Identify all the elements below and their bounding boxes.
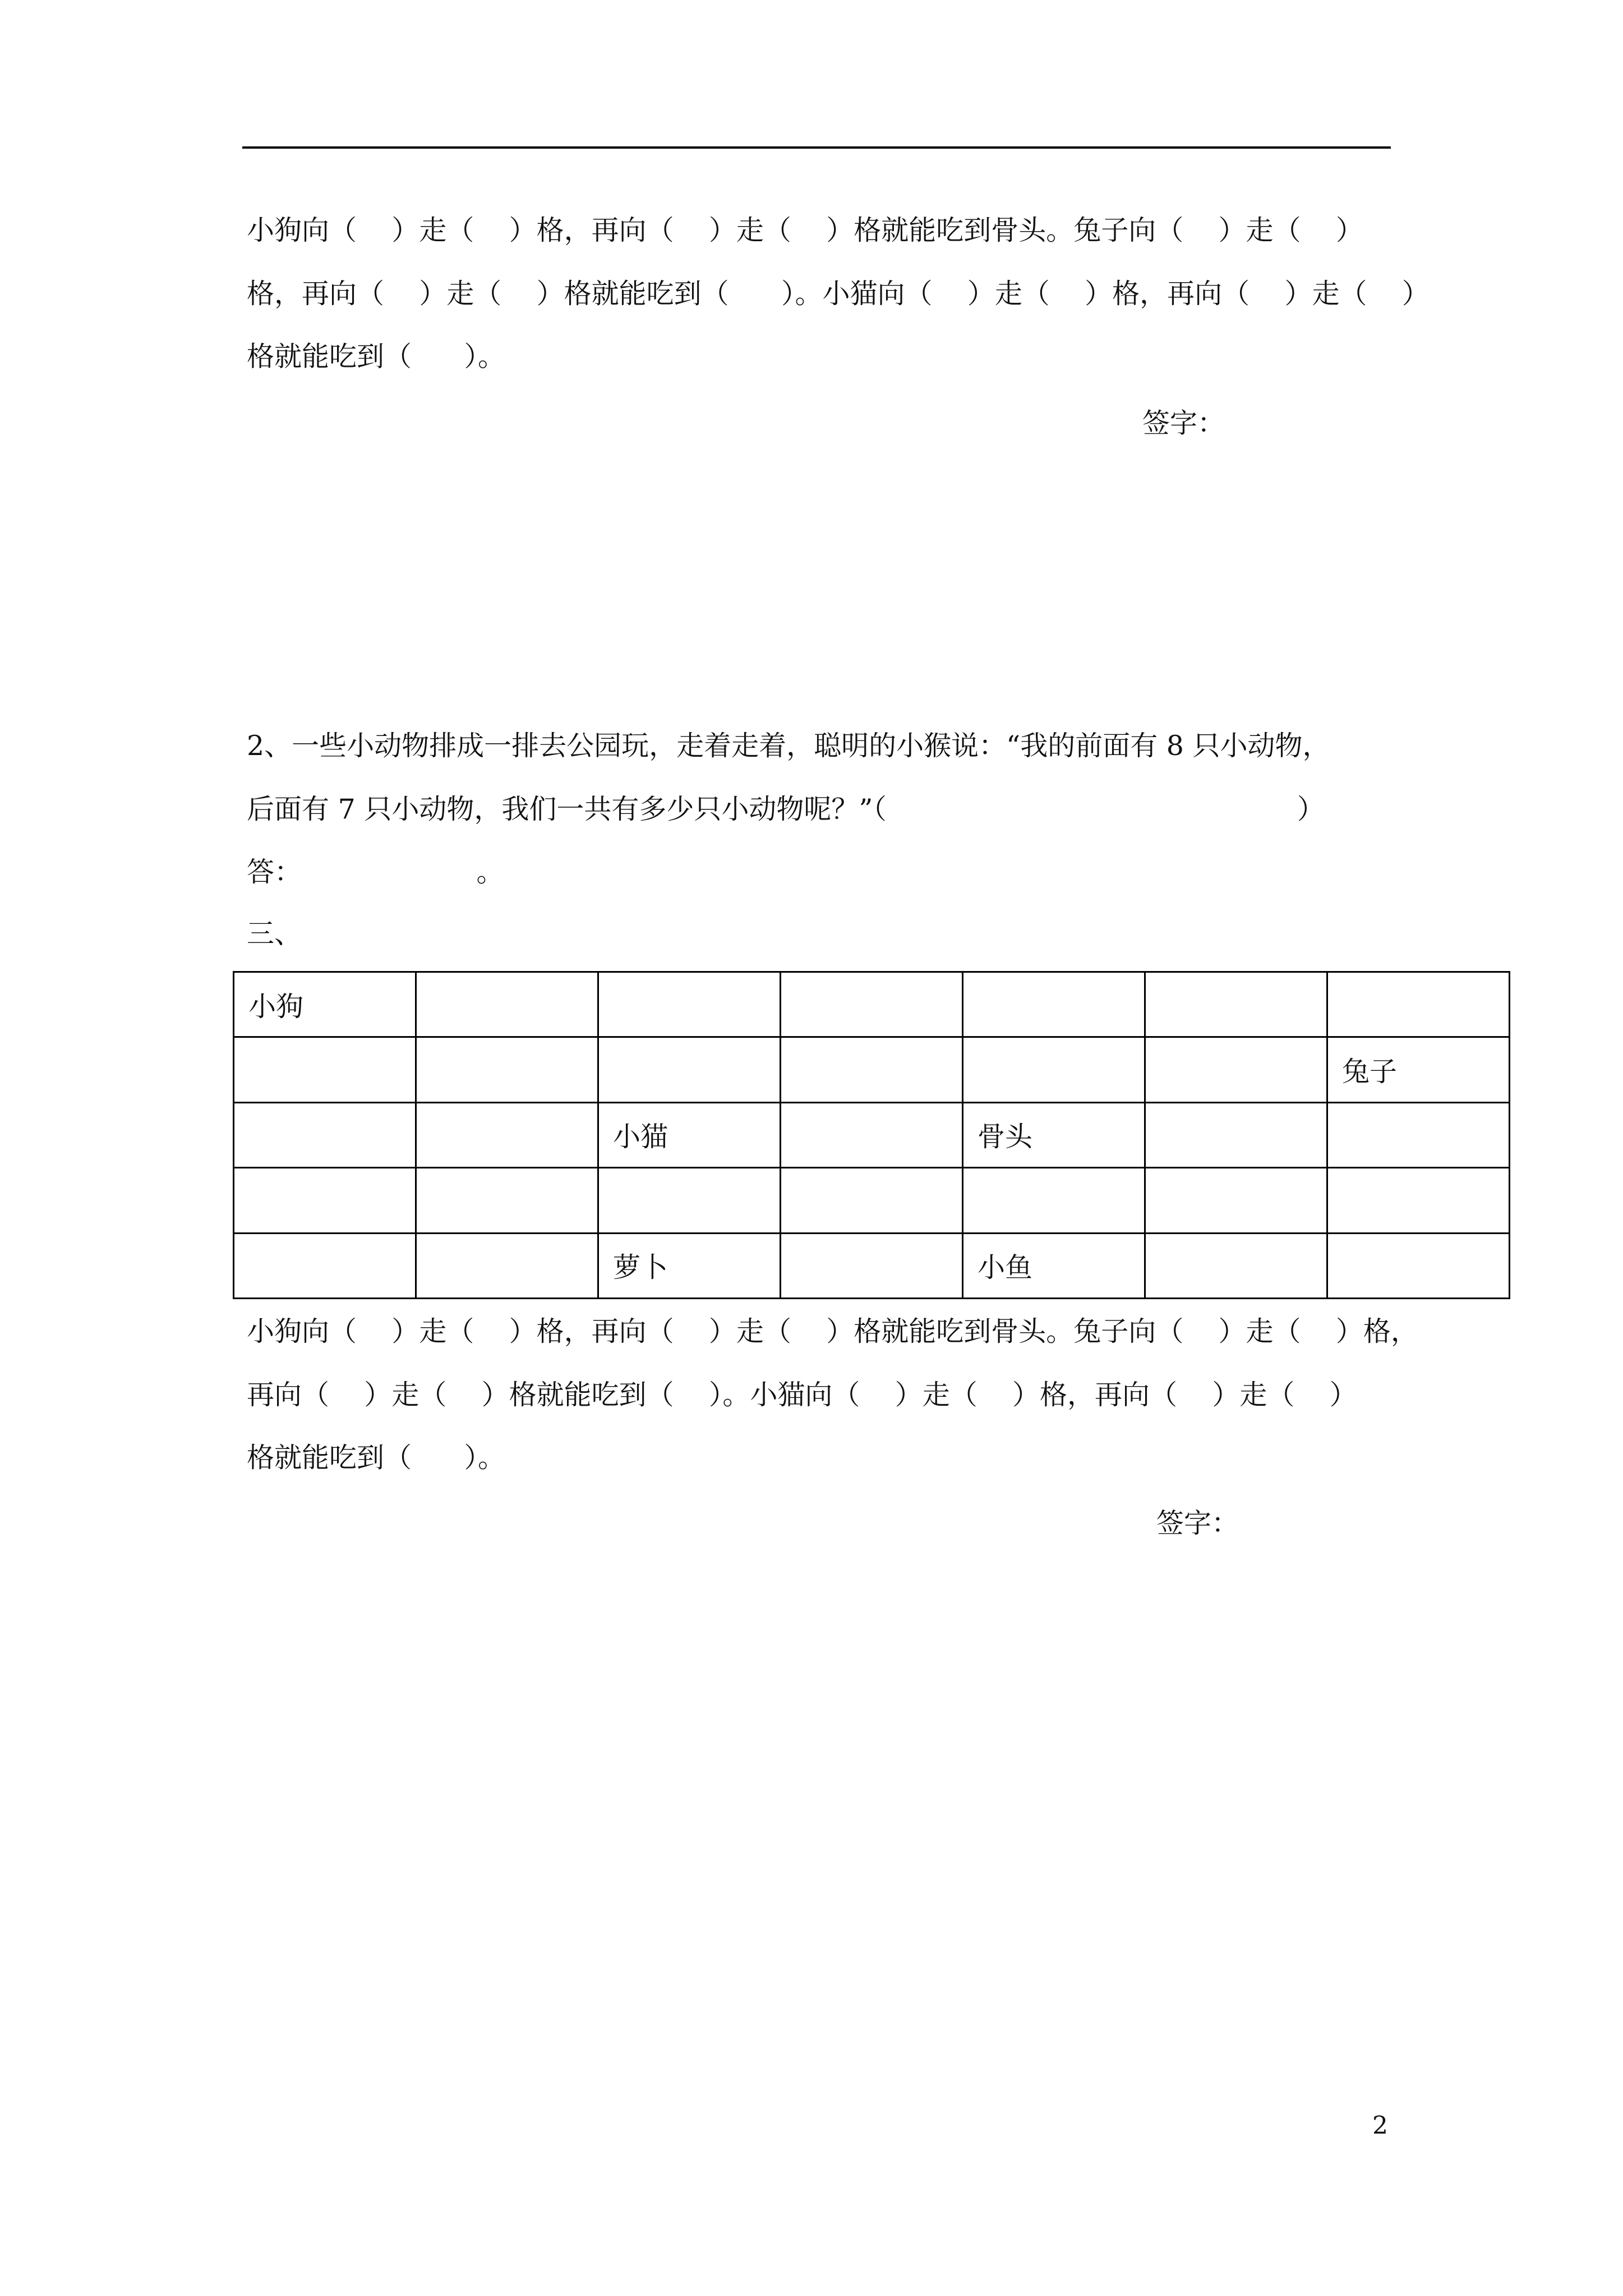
section3-line-3: 格就能吃到（ ）。 bbox=[247, 1442, 505, 1474]
animal-grid bbox=[233, 971, 1510, 1299]
grid-cell bbox=[1327, 1168, 1510, 1233]
grid-row bbox=[234, 1037, 1510, 1102]
section3-signature-label: 签字： bbox=[1156, 1507, 1239, 1539]
grid-cell bbox=[234, 1102, 416, 1167]
grid-cell bbox=[963, 1168, 1145, 1233]
grid-cell bbox=[963, 972, 1145, 1037]
grid-cell bbox=[781, 1168, 963, 1233]
grid-cell bbox=[416, 1168, 598, 1233]
problem2-answer-line: 答： 。 bbox=[247, 856, 504, 888]
grid-cell bbox=[598, 972, 781, 1037]
grid-cell bbox=[234, 1168, 416, 1233]
grid-cell bbox=[1327, 972, 1510, 1037]
section1-line-2: 格，再向（ ）走（ ）格就能吃到（ ）。小猫向（ ）走（ ）格，再向（ ）走（ ） bbox=[247, 278, 1430, 310]
grid-cell bbox=[1327, 1233, 1510, 1298]
grid-cell bbox=[781, 972, 963, 1037]
grid-cell bbox=[416, 1233, 598, 1298]
grid-cell bbox=[1145, 1037, 1327, 1102]
section1-signature-label: 签字： bbox=[1142, 407, 1225, 439]
grid-cell bbox=[781, 1102, 963, 1167]
grid-cell: 小狗 bbox=[234, 972, 416, 1037]
grid-cell bbox=[1145, 972, 1327, 1037]
grid-cell bbox=[781, 1037, 963, 1102]
section3-heading: 三、 bbox=[247, 918, 302, 950]
grid-row bbox=[234, 972, 1510, 1037]
grid-cell bbox=[598, 1168, 781, 1233]
grid-cell: 萝卜 bbox=[598, 1233, 781, 1298]
header-rule bbox=[242, 146, 1391, 149]
section1-line-3: 格就能吃到（ ）。 bbox=[247, 341, 505, 372]
grid-cell: 小猫 bbox=[598, 1102, 781, 1167]
section3-line-1: 小狗向（ ）走（ ）格，再向（ ）走（ ）格就能吃到骨头。兔子向（ ）走（ ）格， bbox=[247, 1315, 1418, 1347]
grid-cell bbox=[781, 1233, 963, 1298]
grid-cell bbox=[416, 1102, 598, 1167]
page-number: 2 bbox=[1372, 2111, 1388, 2140]
problem2-line-1: 2、一些小动物排成一排去公园玩，走着走着，聪明的小猴说：“我的前面有 8 只小动物， bbox=[247, 730, 1330, 762]
grid-cell bbox=[1145, 1233, 1327, 1298]
grid-cell bbox=[1145, 1102, 1327, 1167]
grid-cell bbox=[1145, 1168, 1327, 1233]
section1-line-1: 小狗向（ ）走（ ）格，再向（ ）走（ ）格就能吃到骨头。兔子向（ ）走（ ） bbox=[247, 214, 1363, 246]
grid-cell: 兔子 bbox=[1327, 1037, 1510, 1102]
grid-cell bbox=[416, 1037, 598, 1102]
section3-line-2: 再向（ ）走（ ）格就能吃到（ ）。小猫向（ ）走（ ）格，再向（ ）走（ ） bbox=[247, 1379, 1357, 1411]
grid-cell bbox=[416, 972, 598, 1037]
grid-row bbox=[234, 1168, 1510, 1233]
grid-row bbox=[234, 1233, 1510, 1298]
grid-cell: 小鱼 bbox=[963, 1233, 1145, 1298]
grid-cell bbox=[1327, 1102, 1510, 1167]
grid-cell bbox=[234, 1037, 416, 1102]
grid-cell bbox=[234, 1233, 416, 1298]
problem2-line-2: 后面有 7 只小动物，我们一共有多少只小动物呢？”（ ） bbox=[247, 793, 1325, 825]
grid-row bbox=[234, 1102, 1510, 1167]
grid-cell bbox=[963, 1037, 1145, 1102]
grid-cell: 骨头 bbox=[963, 1102, 1145, 1167]
grid-cell bbox=[598, 1037, 781, 1102]
